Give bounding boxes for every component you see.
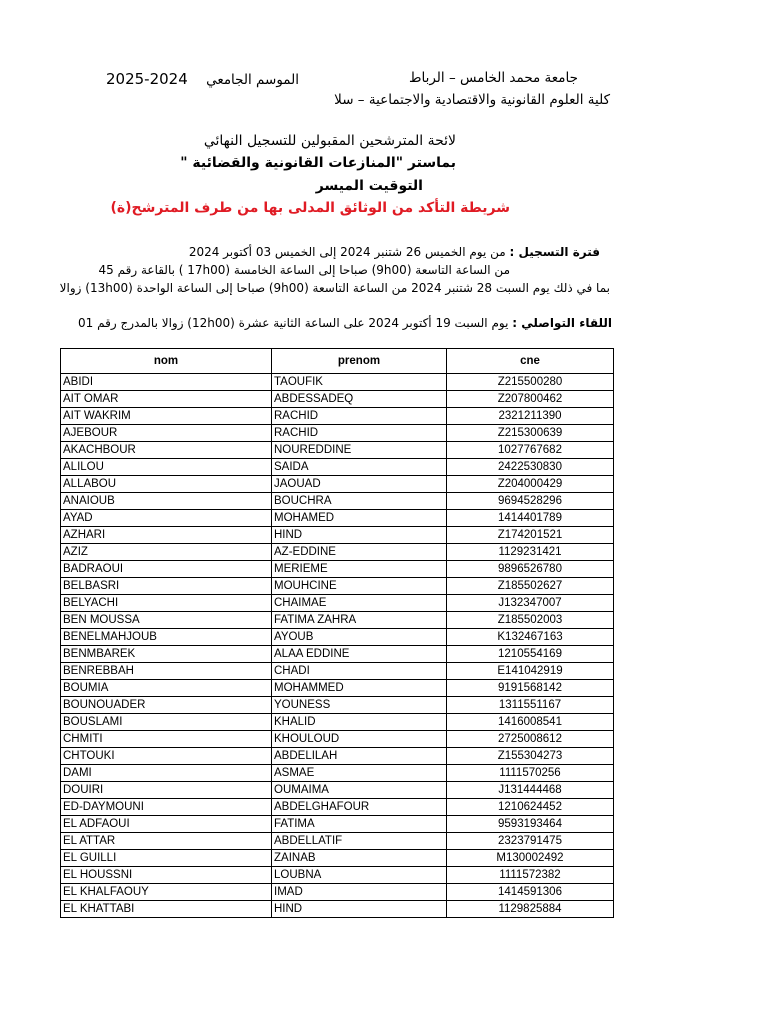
cell-cne: 1129231421 [447, 544, 614, 561]
cell-cne: J131444468 [447, 782, 614, 799]
cell-cne: 9896526780 [447, 561, 614, 578]
registration-dates: من يوم الخميس 26 شتنبر 2024 إلى الخميس 03 أكتوبر 2024 [188, 245, 506, 259]
list-title: لائحة المترشحين المقبولين للتسجيل النهائي [203, 133, 456, 149]
table-row [61, 578, 614, 595]
cell-cne: 1111570256 [447, 765, 614, 782]
column-header-prenom: prenom [272, 349, 447, 374]
cell-nom: EL ADFAOUI [61, 816, 272, 833]
cell-nom: BADRAOUI [61, 561, 272, 578]
cell-nom: BENELMAHJOUB [61, 629, 272, 646]
table-row [61, 493, 614, 510]
cell-nom: BOUMIA [61, 680, 272, 697]
cell-prenom: MOHAMMED [272, 680, 447, 697]
cell-cne: 2321211390 [447, 408, 614, 425]
cell-prenom: ZAINAB [272, 850, 447, 867]
cell-nom: AZIZ [61, 544, 272, 561]
cell-nom: AIT WAKRIM [61, 408, 272, 425]
cell-nom: EL KHATTABI [61, 901, 272, 918]
cell-nom: ALILOU [61, 459, 272, 476]
cell-nom: BELBASRI [61, 578, 272, 595]
cell-nom: AJEBOUR [61, 425, 272, 442]
cell-nom: EL KHALFAOUY [61, 884, 272, 901]
cell-prenom: LOUBNA [272, 867, 447, 884]
cell-cne: 1027767682 [447, 442, 614, 459]
cell-cne: 2725008612 [447, 731, 614, 748]
cell-prenom: ABDELILAH [272, 748, 447, 765]
table-row [61, 408, 614, 425]
cell-cne: Z215500280 [447, 374, 614, 391]
cell-nom: BOUNOUADER [61, 697, 272, 714]
cell-nom: DOUIRI [61, 782, 272, 799]
cell-cne: 1210624452 [447, 799, 614, 816]
cell-nom: AYAD [61, 510, 272, 527]
cell-nom: EL HOUSSNI [61, 867, 272, 884]
cell-prenom: TAOUFIK [272, 374, 447, 391]
cell-prenom: ABDESSADEQ [272, 391, 447, 408]
academic-season [106, 70, 299, 88]
cell-nom: BEN MOUSSA [61, 612, 272, 629]
cell-cne: K132467163 [447, 629, 614, 646]
cell-cne: Z207800462 [447, 391, 614, 408]
table-row [61, 867, 614, 884]
cell-prenom: FATIMA [272, 816, 447, 833]
cell-cne: J132347007 [447, 595, 614, 612]
cell-nom: EL GUILLI [61, 850, 272, 867]
table-row [61, 561, 614, 578]
table-row [61, 374, 614, 391]
cell-nom: ABIDI [61, 374, 272, 391]
cell-nom: CHTOUKI [61, 748, 272, 765]
table-row [61, 714, 614, 731]
registration-label: فترة التسجيل : [509, 245, 600, 259]
table-row [61, 527, 614, 544]
cell-nom: DAMI [61, 765, 272, 782]
cell-nom: AZHARI [61, 527, 272, 544]
cell-prenom: KHOULOUD [272, 731, 447, 748]
cell-prenom: SAIDA [272, 459, 447, 476]
cell-cne: 2323791475 [447, 833, 614, 850]
cell-prenom: IMAD [272, 884, 447, 901]
table-row [61, 612, 614, 629]
table-row [61, 731, 614, 748]
table-row [61, 459, 614, 476]
cell-prenom: JAOUAD [272, 476, 447, 493]
table-row [61, 850, 614, 867]
cell-nom: BELYACHI [61, 595, 272, 612]
cell-prenom: ABDELGHAFOUR [272, 799, 447, 816]
cell-cne: Z185502003 [447, 612, 614, 629]
cell-prenom: KHALID [272, 714, 447, 731]
registration-hours: من الساعة التاسعة (9h00) صباحا إلى الساعة الخامسة (17h00 ) بالقاعة رقم 45 [98, 263, 510, 277]
cell-prenom: ABDELLATIF [272, 833, 447, 850]
cell-prenom: RACHID [272, 408, 447, 425]
cell-cne: 1129825884 [447, 901, 614, 918]
meeting-info [78, 316, 612, 330]
cell-cne: Z215300639 [447, 425, 614, 442]
university-name: جامعة محمد الخامس – الرباط [409, 70, 578, 86]
cell-cne: 1311551167 [447, 697, 614, 714]
cell-cne: 9694528296 [447, 493, 614, 510]
cell-cne: 9593193464 [447, 816, 614, 833]
cell-cne: 1416008541 [447, 714, 614, 731]
cell-nom: ALLABOU [61, 476, 272, 493]
cell-prenom: HIND [272, 901, 447, 918]
table-row [61, 765, 614, 782]
candidates-table [60, 348, 614, 918]
meeting-text: يوم السبت 19 أكتوبر 2024 على الساعة الثانية عشرة (12h00) زوالا بالمدرج رقم 01 [78, 316, 509, 330]
cell-prenom: MERIEME [272, 561, 447, 578]
cell-nom: CHMITI [61, 731, 272, 748]
cell-prenom: ALAA EDDINE [272, 646, 447, 663]
table-row [61, 663, 614, 680]
schedule-title: التوقيت الميسر [315, 178, 423, 194]
meeting-label: اللقاء التواصلي : [512, 316, 612, 330]
table-row [61, 442, 614, 459]
cell-nom: BENMBAREK [61, 646, 272, 663]
table-row [61, 629, 614, 646]
table-row [61, 544, 614, 561]
cell-prenom: MOHAMED [272, 510, 447, 527]
cell-cne: Z155304273 [447, 748, 614, 765]
cell-prenom: AYOUB [272, 629, 447, 646]
cell-cne: 1210554169 [447, 646, 614, 663]
cell-nom: ED-DAYMOUNI [61, 799, 272, 816]
cell-nom: EL ATTAR [61, 833, 272, 850]
cell-nom: BENREBBAH [61, 663, 272, 680]
cell-cne: 1414591306 [447, 884, 614, 901]
cell-cne: E141042919 [447, 663, 614, 680]
faculty-name: كلية العلوم القانونية والاقتصادية والاجتماعية – سلا [334, 92, 610, 108]
cell-cne: Z174201521 [447, 527, 614, 544]
cell-cne: Z204000429 [447, 476, 614, 493]
cell-prenom: HIND [272, 527, 447, 544]
table-row [61, 884, 614, 901]
cell-cne: M130002492 [447, 850, 614, 867]
cell-prenom: OUMAIMA [272, 782, 447, 799]
table-row [61, 425, 614, 442]
table-row [61, 816, 614, 833]
cell-prenom: FATIMA ZAHRA [272, 612, 447, 629]
registration-saturday: بما في ذلك يوم السبت 28 شتنبر 2024 من الساعة التاسعة (9h00) صباحا إلى الساعة الواحدة (13h00) زوالا [59, 281, 610, 295]
table-row [61, 748, 614, 765]
cell-prenom: BOUCHRA [272, 493, 447, 510]
table-row [61, 799, 614, 816]
table-row [61, 476, 614, 493]
table-row [61, 595, 614, 612]
cell-nom: ANAIOUB [61, 493, 272, 510]
cell-prenom: ASMAE [272, 765, 447, 782]
cell-cne: 1111572382 [447, 867, 614, 884]
table-header-row [61, 349, 614, 374]
master-title: بماستر "المنازعات القانونية والقضائية " [180, 155, 456, 171]
table-row [61, 901, 614, 918]
condition-notice: شريطة التأكد من الوثائق المدلى بها من طرف المترشح(ة) [110, 200, 510, 216]
registration-period [189, 245, 600, 259]
table-row [61, 510, 614, 527]
cell-prenom: NOUREDDINE [272, 442, 447, 459]
cell-cne: 2422530830 [447, 459, 614, 476]
cell-prenom: CHADI [272, 663, 447, 680]
cell-nom: AKACHBOUR [61, 442, 272, 459]
season-label: الموسم الجامعي [206, 72, 299, 88]
table-row [61, 782, 614, 799]
cell-cne: 9191568142 [447, 680, 614, 697]
cell-prenom: AZ-EDDINE [272, 544, 447, 561]
cell-prenom: CHAIMAE [272, 595, 447, 612]
column-header-cne: cne [447, 349, 614, 374]
cell-nom: AIT OMAR [61, 391, 272, 408]
table-row [61, 697, 614, 714]
table-row [61, 391, 614, 408]
table-row [61, 646, 614, 663]
table-row [61, 680, 614, 697]
cell-prenom: MOUHCINE [272, 578, 447, 595]
cell-nom: BOUSLAMI [61, 714, 272, 731]
cell-cne: Z185502627 [447, 578, 614, 595]
table-row [61, 833, 614, 850]
season-years: 2025-2024 [106, 70, 188, 88]
cell-prenom: YOUNESS [272, 697, 447, 714]
cell-cne: 1414401789 [447, 510, 614, 527]
column-header-nom: nom [61, 349, 272, 374]
cell-prenom: RACHID [272, 425, 447, 442]
